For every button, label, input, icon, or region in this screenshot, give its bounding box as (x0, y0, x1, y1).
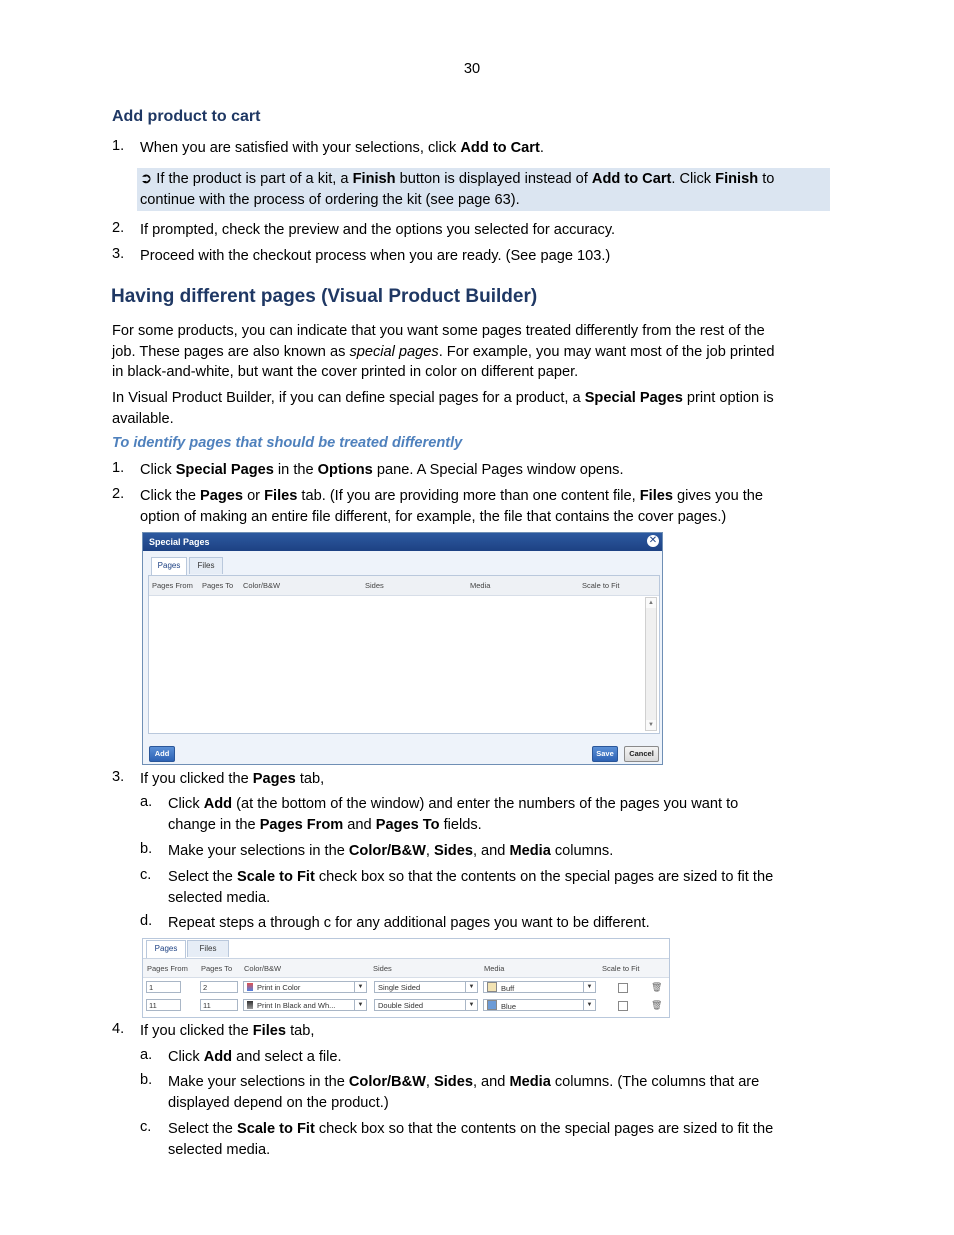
chevron-down-icon[interactable]: ▼ (354, 982, 366, 992)
pages-grid (148, 575, 660, 734)
media-swatch (487, 1000, 497, 1010)
scale-to-fit-checkbox[interactable] (618, 1001, 628, 1011)
substep-text: Repeat steps a through c for any additional pages you want to be different. (168, 915, 650, 931)
add-button[interactable]: Add (149, 746, 175, 762)
color-select[interactable]: Print in Color ▼ (243, 981, 367, 993)
column-header: Sides (365, 581, 384, 590)
scrollbar[interactable] (645, 597, 657, 731)
substep-letter: c. (140, 1119, 152, 1135)
delete-icon[interactable]: 🗑 (651, 1000, 663, 1010)
save-button[interactable]: Save (592, 746, 618, 762)
column-header: Media (484, 964, 505, 973)
sides-select[interactable]: Single Sided ▼ (374, 981, 478, 993)
substep-text: selected media. (168, 1142, 271, 1158)
step-2-text: If prompted, check the preview and the options you selected for accuracy. (140, 222, 616, 238)
substep-letter: d. (140, 913, 153, 929)
procedure-heading: To identify pages that should be treated differently (112, 435, 463, 451)
chevron-down-icon[interactable]: ▼ (583, 982, 595, 992)
column-header: Pages To (202, 581, 234, 590)
substep-letter: a. (140, 794, 153, 810)
pages-from-input[interactable]: 1 (146, 981, 181, 993)
substep-letter: b. (140, 1072, 153, 1088)
step-text: option of making an entire file different, for example, the file that contains the cover pages.) (140, 509, 727, 525)
step-text: Click the Pages or Files tab. (If you are providing more than one content file, Files gives you the (140, 488, 764, 504)
chevron-down-icon[interactable]: ▼ (465, 982, 477, 992)
heading-add-product-to-cart: Add product to cart (112, 108, 261, 125)
table-header (143, 959, 669, 978)
step-text: If you clicked the Pages tab, (140, 771, 325, 787)
media-select[interactable]: Buff ▼ (483, 981, 596, 993)
grid-header (149, 576, 659, 596)
scale-to-fit-checkbox[interactable] (618, 983, 628, 993)
column-header: Pages From (147, 964, 188, 973)
column-header: Pages From (152, 581, 193, 590)
tab-pages[interactable]: Pages (146, 940, 186, 958)
tab-files[interactable]: Files (187, 940, 229, 957)
step-number: 3. (112, 769, 125, 785)
step-number: 2. (112, 220, 125, 236)
dialog-title: Special Pages (143, 533, 662, 551)
arrow-icon: ➲ (140, 171, 153, 187)
column-header: Scale to Fit (602, 964, 640, 973)
substep-text: Click Add and select a file. (168, 1049, 342, 1065)
substep-text: selected media. (168, 890, 271, 906)
paragraph-1: For some products, you can indicate that you want some pages treated differently from the rest of the job. These pages are also known as special pages. For example, you may want most of the job printed in black-and-white, but want the cover printed in color on different paper. (112, 323, 775, 381)
section-heading: Having different pages (Visual Product Builder) (111, 286, 538, 307)
substep-text: change in the Pages From and Pages To fields. (168, 817, 482, 833)
scroll-down-icon[interactable]: ▼ (646, 720, 656, 730)
color-select[interactable]: Print In Black and Wh... ▼ (243, 999, 367, 1011)
chevron-down-icon[interactable]: ▼ (354, 1000, 366, 1010)
substep-letter: c. (140, 867, 152, 883)
column-header: Color/B&W (244, 964, 282, 973)
special-pages-dialog (142, 532, 663, 765)
step-number: 2. (112, 486, 125, 502)
media-select[interactable]: Blue ▼ (483, 999, 596, 1011)
tab-bar (143, 939, 669, 959)
substep-text: Make your selections in the Color/B&W, Sides, and Media columns. (168, 843, 614, 859)
media-swatch (487, 982, 497, 992)
step-text: Click Special Pages in the Options pane. A Special Pages window opens. (140, 462, 624, 478)
step-text: If you clicked the Files tab, (140, 1023, 315, 1039)
pages-table (142, 938, 670, 1018)
paragraph-2: In Visual Product Builder, if you can define special pages for a product, a Special Pages print option is available. (112, 390, 774, 427)
step-3-text: Proceed with the checkout process when you are ready. (See page 103.) (140, 248, 611, 264)
step-1-text: When you are satisfied with your selections, click Add to Cart. (140, 140, 544, 156)
column-header: Color/B&W (243, 581, 281, 590)
step-number: 3. (112, 246, 125, 262)
column-header: Sides (373, 964, 392, 973)
pages-from-input[interactable]: 11 (146, 999, 181, 1011)
tab-files[interactable]: Files (189, 557, 223, 574)
substep-text: displayed depend on the product.) (168, 1095, 389, 1111)
page-number: 30 (463, 61, 481, 77)
tab-pages[interactable]: Pages (151, 557, 187, 575)
chevron-down-icon[interactable]: ▼ (583, 1000, 595, 1010)
column-header: Media (470, 581, 491, 590)
table-row (143, 999, 669, 1016)
color-print-icon (247, 983, 253, 991)
step-number: 4. (112, 1021, 125, 1037)
step-number: 1. (112, 460, 125, 476)
scroll-up-icon[interactable]: ▲ (646, 598, 656, 608)
substep-letter: a. (140, 1047, 153, 1063)
substep-letter: b. (140, 841, 153, 857)
column-header: Scale to Fit (582, 581, 620, 590)
column-header: Pages To (201, 964, 233, 973)
substep-text: Click Add (at the bottom of the window) and enter the numbers of the pages you want to (168, 796, 739, 812)
step-number: 1. (112, 138, 125, 154)
bw-print-icon (247, 1001, 253, 1009)
chevron-down-icon[interactable]: ▼ (465, 1000, 477, 1010)
substep-text: Make your selections in the Color/B&W, Sides, and Media columns. (The columns that are (168, 1074, 760, 1090)
delete-icon[interactable]: 🗑 (651, 982, 663, 992)
substep-text: Select the Scale to Fit check box so that the contents on the special pages are sized to fit the (168, 869, 774, 885)
table-row (143, 981, 669, 998)
pages-to-input[interactable]: 11 (200, 999, 238, 1011)
pages-to-input[interactable]: 2 (200, 981, 238, 993)
close-icon[interactable]: ✕ (648, 535, 658, 546)
sides-select[interactable]: Double Sided ▼ (374, 999, 478, 1011)
substep-text: Select the Scale to Fit check box so that the contents on the special pages are sized to fit the (168, 1121, 774, 1137)
note-box: ➲ If the product is part of a kit, a Finish button is displayed instead of Add to Cart. Click Finish to continue with the process of ordering the kit (see page 63). (137, 168, 830, 211)
cancel-button[interactable]: Cancel (624, 746, 659, 762)
